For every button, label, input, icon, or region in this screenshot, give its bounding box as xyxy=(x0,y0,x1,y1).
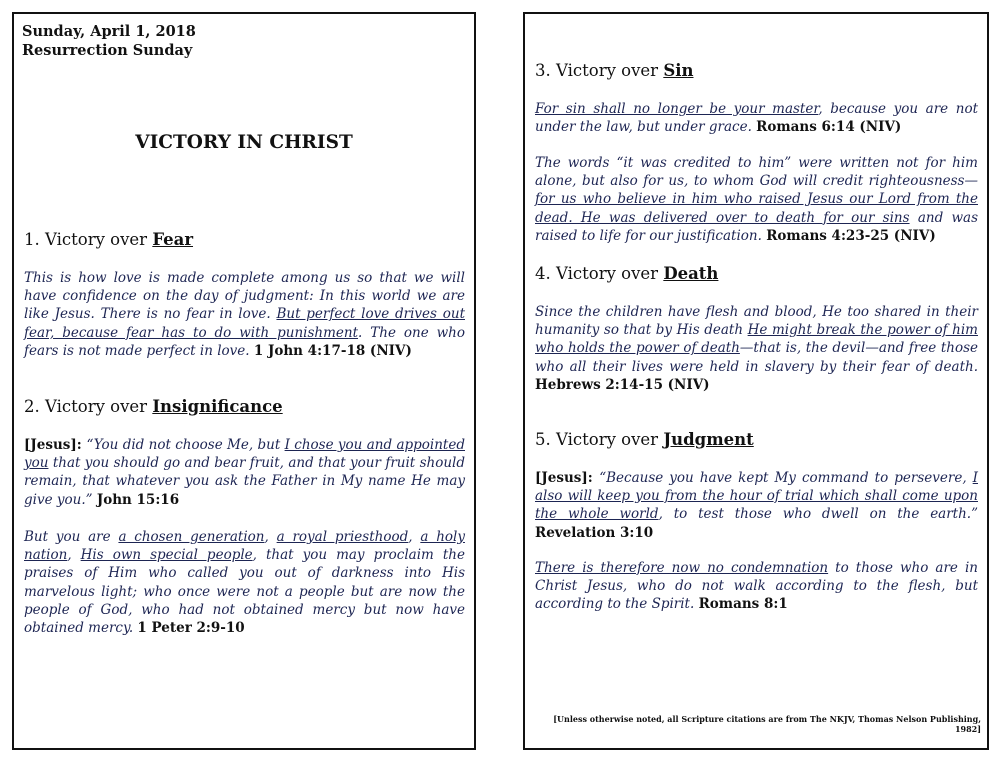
verse-underlined: I also will keep you from the hour of trial which shall come upon the whole world xyxy=(535,470,978,523)
verse-reference: 1 Peter 2:9-10 xyxy=(137,620,245,637)
left-page xyxy=(12,12,476,750)
verse-underlined: a holy nation xyxy=(24,529,465,564)
verse-text: , that you may proclaim the praises of Him who called you out of darkness into His marvelous light; who once were not a people but are now the people of God, who had not obtained mercy but now have obtained mercy. xyxy=(24,547,465,637)
verse-text: . The one who fears is not made perfect in love. xyxy=(24,324,465,359)
verse-text: that you should go and bear fruit, and that your fruit should remain, that whatever you ask the Father in My name He may give you.” xyxy=(24,455,465,508)
heading-number: 1. Victory over xyxy=(24,230,153,249)
verse-text: Since the children have flesh and blood, He too shared in their humanity so that by His death xyxy=(535,304,978,339)
speaker-label: [Jesus]: xyxy=(535,470,600,486)
verse-underlined: For sin shall no longer be your master xyxy=(535,101,819,117)
heading-number: 2. Victory over xyxy=(24,397,153,416)
verse-reference: Romans 8:1 xyxy=(698,596,788,613)
verse-text: , xyxy=(408,529,421,545)
verse-reference: Revelation 3:10 xyxy=(535,524,654,541)
heading-insignificance xyxy=(24,397,283,417)
verse-underlined: He might break the power of him who holds the power of death xyxy=(535,322,978,357)
heading-number: 3. Victory over xyxy=(535,61,664,80)
verse-text: “Because you have kept My command to persevere, xyxy=(599,470,973,486)
verse-john xyxy=(24,436,465,509)
heading-fear xyxy=(24,230,193,250)
verse-underlined: a chosen generation xyxy=(118,529,265,545)
verse-text: , xyxy=(264,529,277,545)
occasion: Resurrection Sunday xyxy=(22,42,193,59)
verse-1john xyxy=(24,269,465,360)
citation-footnote: [Unless otherwise noted, all Scripture citations are from The NKJV, Thomas Nelson Publishing, 1982] xyxy=(553,714,981,734)
verse-text: “You did not choose Me, but xyxy=(86,437,285,453)
heading-topic: Judgment xyxy=(663,430,754,449)
page-title: VICTORY IN CHRIST xyxy=(135,132,353,153)
verse-1peter xyxy=(24,528,465,637)
heading-topic: Death xyxy=(663,264,719,283)
verse-text: and was raised to life for our justification. xyxy=(535,209,979,244)
verse-underlined: There is therefore now no condemnation xyxy=(535,560,829,576)
heading-number: 5. Victory over xyxy=(535,430,664,449)
verse-reference: Romans 6:14 (NIV) xyxy=(756,119,902,136)
verse-underlined: His own special people xyxy=(80,547,253,564)
heading-topic: Insignificance xyxy=(152,397,283,416)
verse-reference: Hebrews 2:14-15 (NIV) xyxy=(535,376,710,393)
verse-underlined: for us who believe in him who raised Jesus our Lord from the dead. He was delivered over to death for our sins xyxy=(535,191,978,226)
verse-text: —that is, the devil—and free those who all their lives were held in slavery by their fear of death. xyxy=(535,340,978,375)
verse-text: The words “it was credited to him” were written not for him alone, but also for us, to whom God will credit righteousness— xyxy=(535,155,978,190)
verse-text: But you are xyxy=(24,529,119,545)
verse-hebrews xyxy=(535,303,978,394)
verse-reference: John 15:16 xyxy=(96,491,180,508)
speaker-label: [Jesus]: xyxy=(24,437,87,453)
date-header xyxy=(22,22,196,60)
verse-text: , to test those who dwell on the earth.” xyxy=(658,506,978,523)
verse-reference: 1 John 4:17-18 (NIV) xyxy=(253,342,412,359)
verse-romans8 xyxy=(535,559,978,614)
right-page xyxy=(523,12,989,750)
heading-number: 4. Victory over xyxy=(535,264,664,283)
verse-romans6 xyxy=(535,100,978,136)
verse-text: This is how love is made complete among us so that we will have confidence on the day of judgment: In this world we are like Jesus. There is no fear in love. xyxy=(24,270,465,323)
date: Sunday, April 1, 2018 xyxy=(22,23,196,40)
verse-underlined: a royal priesthood xyxy=(276,529,409,545)
heading-death xyxy=(535,264,718,284)
verse-text: , because you are not under the law, but under grace. xyxy=(535,101,978,136)
heading-topic: Sin xyxy=(663,61,694,80)
verse-underlined: I chose you and appointed you xyxy=(24,437,465,472)
verse-revelation xyxy=(535,469,978,542)
heading-topic: Fear xyxy=(152,230,194,249)
heading-sin xyxy=(535,61,694,81)
verse-reference: Romans 4:23-25 (NIV) xyxy=(766,227,936,244)
verse-text: to those who are in Christ Jesus, who do not walk according to the flesh, but according to the Spirit. xyxy=(535,560,978,613)
verse-text: , xyxy=(67,547,81,564)
heading-judgment xyxy=(535,430,754,450)
verse-romans4 xyxy=(535,154,978,245)
verse-underlined: But perfect love drives out fear, because fear has to do with punishment xyxy=(24,306,465,341)
